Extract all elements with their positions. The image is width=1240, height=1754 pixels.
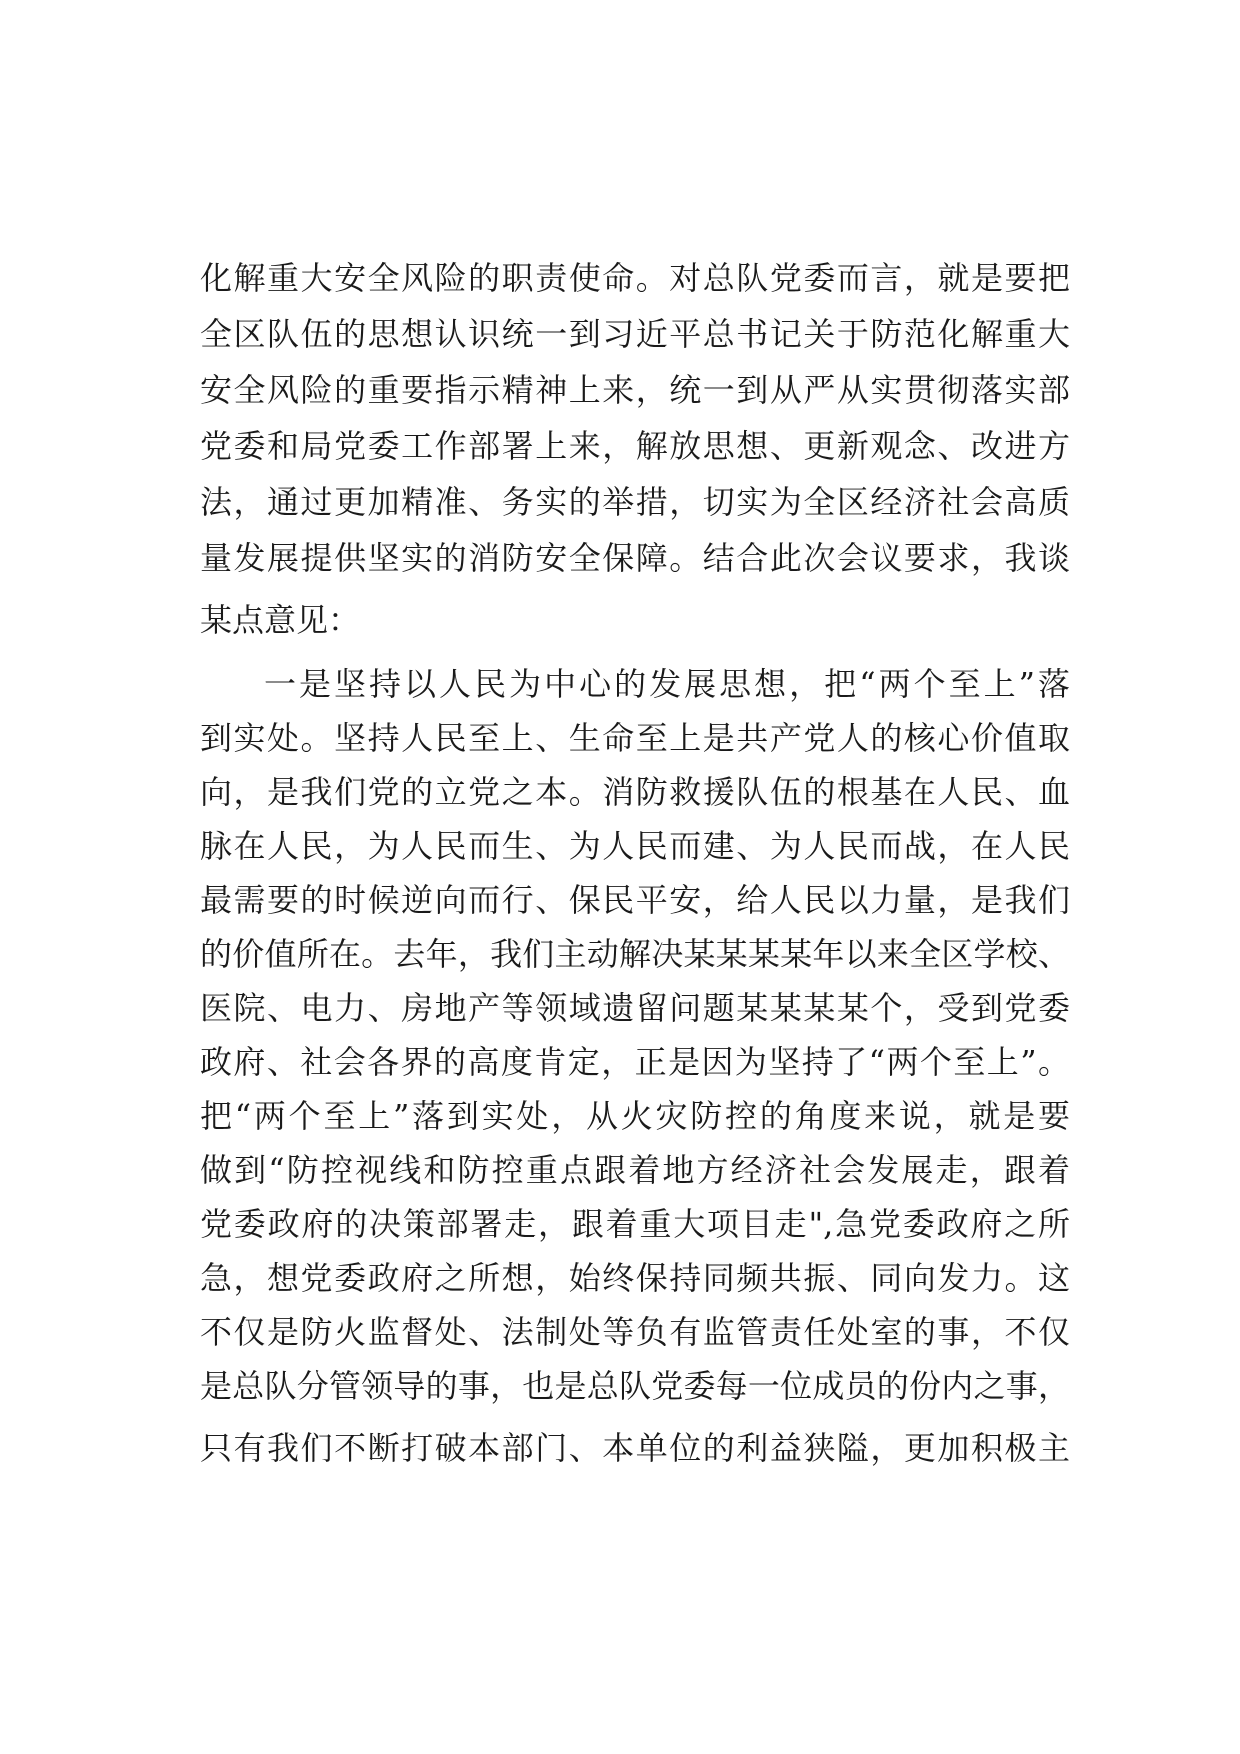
text-line: 把“两个至上”落到实处，从火灾防控的角度来说，就是要: [200, 1097, 1070, 1135]
text-line: 党委和局党委工作部署上来，解放思想、更新观念、改进方: [200, 427, 1070, 465]
text-line: 医院、电力、房地产等领域遗留问题某某某某个，受到党委: [200, 989, 1070, 1027]
text-line: 党委政府的决策部署走，跟着重大项目走",急党委政府之所: [200, 1205, 1070, 1243]
text-line: 量发展提供坚实的消防安全保障。结合此次会议要求，我谈: [200, 539, 1070, 577]
text-line: 全区队伍的思想认识统一到习近平总书记关于防范化解重大: [200, 315, 1070, 353]
text-line: 某点意见：: [200, 601, 361, 639]
text-line: 化解重大安全风险的职责使命。对总队党委而言，就是要把: [200, 259, 1070, 297]
text-line: 最需要的时候逆向而行、保民平安，给人民以力量，是我们: [200, 881, 1070, 919]
text-line: 政府、社会各界的高度肯定，正是因为坚持了“两个至上”。: [200, 1043, 1070, 1081]
text-line: 急，想党委政府之所想，始终保持同频共振、同向发力。这: [200, 1259, 1070, 1297]
text-line: 只有我们不断打破本部门、本单位的利益狭隘，更加积极主: [200, 1429, 1070, 1467]
text-line: 脉在人民，为人民而生、为人民而建、为人民而战，在人民: [200, 827, 1070, 865]
text-line: 到实处。坚持人民至上、生命至上是共产党人的核心价值取: [200, 719, 1070, 757]
paragraph-first-line: 一是坚持以人民为中心的发展思想，把“两个至上”落: [264, 665, 1070, 703]
text-line: 法，通过更加精准、务实的举措，切实为全区经济社会高质: [200, 483, 1070, 521]
text-line: 安全风险的重要指示精神上来，统一到从严从实贯彻落实部: [200, 371, 1070, 409]
text-line: 的价值所在。去年，我们主动解决某某某某年以来全区学校、: [200, 935, 1070, 973]
text-line: 不仅是防火监督处、法制处等负有监管责任处室的事，不仅: [200, 1313, 1070, 1351]
text-line: 做到“防控视线和防控重点跟着地方经济社会发展走，跟着: [200, 1151, 1070, 1189]
text-line: 是总队分管领导的事，也是总队党委每一位成员的份内之事，: [200, 1367, 1070, 1405]
text-line: 向，是我们党的立党之本。消防救援队伍的根基在人民、血: [200, 773, 1070, 811]
